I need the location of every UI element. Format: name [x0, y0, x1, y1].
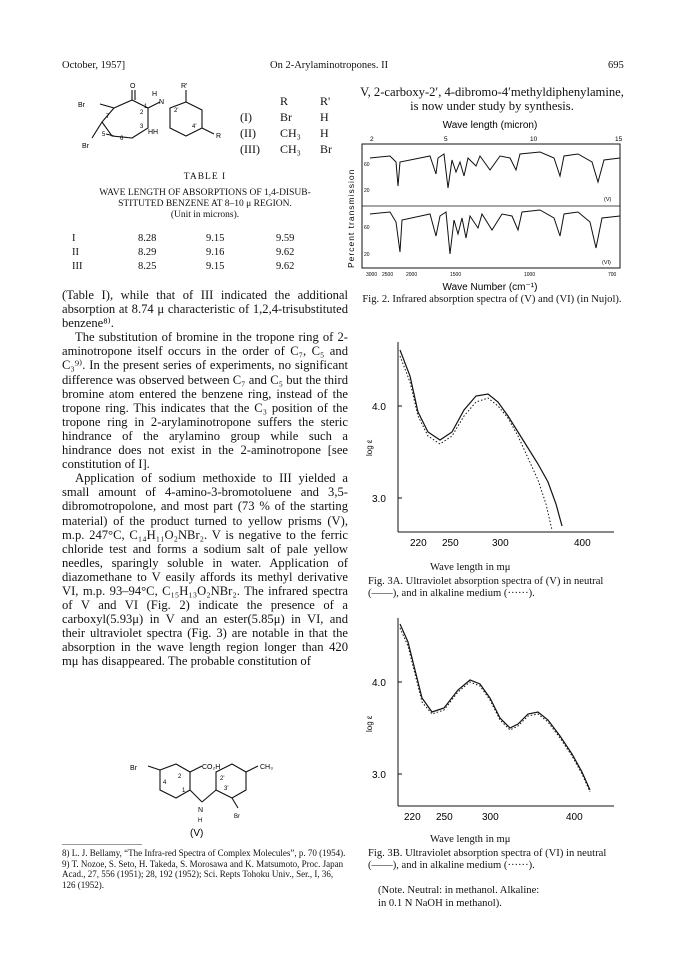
top-tick: 15 [615, 136, 623, 143]
bottom-tick: 2000 [406, 272, 418, 278]
y-axis-title: Percent transmission [346, 168, 356, 268]
table-cell: 9.16 [206, 247, 225, 258]
bottom-tick: 2500 [382, 272, 394, 278]
arylaminotropone-structure [62, 78, 238, 166]
struct-label: Br [78, 102, 85, 109]
paragraph: (Table I), while that of III indicated the additional absorption at 8.74 μ characteristic of 1,2,4-trisubstituted benzene⁸⁾. [62, 288, 348, 331]
table-row [72, 260, 294, 274]
table-cell: 9.62 [276, 247, 295, 258]
struct-label: 3' [224, 786, 229, 792]
series-label-vi: (VI) [602, 260, 611, 266]
table-row [240, 126, 332, 142]
x-tick: 300 [492, 538, 509, 549]
substituent-table [240, 94, 332, 158]
struct-label: Br [234, 814, 240, 820]
table-row [240, 142, 332, 158]
struct-label: 1 [144, 104, 148, 110]
x-tick: 250 [442, 538, 459, 549]
table-cell: 8.25 [138, 261, 157, 272]
table-cell: 9.15 [206, 233, 225, 244]
running-header-title: On 2-Arylaminotropones. II [270, 60, 389, 71]
series-label-v: (V) [604, 197, 612, 203]
table-cell: CH₃ [280, 126, 301, 140]
footnote-rule [62, 844, 142, 845]
uv-trace-neutral [400, 350, 562, 526]
table-unit: (Unit in microns). [170, 210, 240, 220]
table-caption-line: STITUTED BENZENE AT 8–10 μ REGION. [118, 199, 292, 209]
fig3b-caption: Fig. 3B. Ultraviolet absorption spectra of (VI) in neutral (——), and in alkaline medium (······). [368, 848, 607, 872]
struct-label: 2 [178, 774, 182, 780]
struct-label: O [130, 83, 136, 90]
struct-label: CO₂H [202, 764, 221, 771]
top-axis-title: Wave length (micron) [442, 120, 538, 131]
table-cell: 8.28 [138, 233, 157, 244]
bottom-tick: 700 [608, 272, 617, 278]
y-tick: 4.0 [372, 678, 386, 689]
struct-label: 1 [182, 788, 186, 794]
footnote: 8) L. J. Bellamy, “The Infra-red Spectra of Complex Molecules”, p. 70 (1954). [62, 848, 346, 858]
table-cell: H [320, 126, 329, 140]
y-tick: 60 [364, 225, 370, 231]
ir-trace-v [370, 152, 620, 188]
fig3a-x-title: Wave length in mμ [430, 562, 511, 573]
struct-label: N [159, 99, 165, 106]
footnotes [62, 848, 348, 890]
struct-label: 6 [120, 136, 124, 142]
top-tick: 5 [444, 136, 448, 143]
y-tick: 20 [364, 188, 370, 194]
footnote: 9) T. Nozoe, S. Seto, H. Takeda, S. Morosawa and K. Matsumoto, Proc. Japan Acad., 27, 556 (1951); 28, 192 (1952); Sci. Repts Tohoku Univ., Ser., I, 36, 126 (1952). [62, 858, 344, 890]
struct-label: 2 [140, 110, 144, 116]
compound-id: (I) [240, 110, 252, 124]
struct-label: Br [130, 765, 137, 772]
struct-label: Br [82, 143, 89, 150]
table-row [72, 246, 294, 260]
compound-v-label: (V) [190, 828, 204, 839]
left-body-text [62, 288, 348, 669]
table-cell: Br [320, 142, 332, 156]
compound-id: (II) [240, 126, 256, 140]
compound-id: (III) [240, 142, 260, 156]
struct-label: 5 [102, 132, 106, 138]
struct-label: 3 [140, 124, 144, 130]
paragraph: Application of sodium methoxide to III yielded a small amount of 4-amino-3-bromotoluene and 3,5-dibromotropolone, and most part (73 % of the starting material) of the product turned to yellow prisms (V), m.p. 247°C, C₁₄H₁₁O₂NBr₂. V is negative to the ferric chloride test and forms a sodium salt of pale yellow needles, sparingly soluble in water. Application of diazomethane to V easily affords its methyl derivative VI, m.p. 93–94°C, C₁₅H₁₃O₂NBr₂. The infrared spectra of V and VI (Fig. 2) indicate the presence of a carboxyl(5.93μ) in V and an ester(5.85μ) in VI, and their ultraviolet spectra (Fig. 3) are notable in that the absorption in the wave length region longer than 420 mμ has disappeared. The probable constitution of [62, 471, 348, 669]
table-caption-line: WAVE LENGTH OF ABSORPTIONS OF 1,4-DISUB- [99, 188, 311, 198]
struct-label: CH₃ [260, 764, 273, 771]
struct-label: 4 [163, 780, 167, 786]
uv-trace-neutral [400, 624, 590, 790]
y-tick: 60 [364, 162, 370, 168]
fig3b-uv-spectra [352, 614, 622, 828]
right-body-text: V, 2-carboxy-2′, 4-dibromo-4′methyldiphenylamine, is now under study by synthesis. [360, 85, 624, 114]
struct-label: N [198, 807, 204, 814]
table-cell: Br [280, 110, 292, 124]
table-cell: 8.29 [138, 247, 157, 258]
y-tick: 3.0 [372, 494, 386, 505]
struct-label: R [216, 133, 222, 140]
table-cell: III [72, 261, 83, 272]
running-header-date: October, 1957] [62, 60, 126, 71]
y-tick: 4.0 [372, 402, 386, 413]
top-tick: 2 [370, 136, 374, 143]
x-tick: 220 [404, 812, 421, 823]
fig3a-uv-spectra [352, 336, 622, 554]
x-tick: 300 [482, 812, 499, 823]
table1-data [72, 232, 294, 274]
top-tick: 10 [530, 136, 538, 143]
ir-trace-vi [370, 210, 620, 254]
bottom-axis-title: Wave Number (cm⁻¹) [442, 282, 538, 293]
table-row [240, 110, 332, 126]
col-header-r: R [280, 94, 289, 108]
table-cell: II [72, 247, 79, 258]
y-tick: 3.0 [372, 770, 386, 781]
struct-label: H [152, 91, 158, 98]
table-cell: CH₃ [280, 142, 301, 156]
struct-label: 2' [220, 776, 225, 782]
col-header-r-prime: R' [320, 94, 331, 108]
struct-label: 4' [192, 124, 197, 130]
struct-label: 7 [106, 114, 110, 120]
table-cell: I [72, 233, 76, 244]
uv-trace-alkaline [400, 356, 552, 530]
fig3b-x-title: Wave length in mμ [430, 834, 511, 845]
uv-trace-alkaline [400, 628, 590, 792]
fig3b-note-line: in 0.1 N NaOH in methanol). [378, 898, 502, 909]
bottom-tick: 1000 [524, 272, 536, 278]
x-tick: 220 [410, 538, 427, 549]
fig3b-note-line: (Note. Neutral: in methanol. Alkaline: [378, 885, 540, 896]
struct-label: R' [181, 83, 188, 90]
table-cell: 9.59 [276, 233, 295, 244]
y-axis-title: log ε [365, 715, 374, 732]
page-number: 695 [608, 60, 624, 71]
table-cell: 9.15 [206, 261, 225, 272]
struct-label: HH [148, 129, 159, 136]
struct-label: H [198, 818, 203, 824]
x-tick: 400 [566, 812, 583, 823]
table1-block [62, 172, 348, 221]
bottom-tick: 3000 [366, 272, 378, 278]
y-axis-title: log ε [365, 439, 374, 456]
fig2-caption: Fig. 2. Infrared absorption spectra of (V) and (VI) (in Nujol). [362, 294, 622, 305]
struct-label: 2' [174, 108, 179, 114]
x-tick: 400 [574, 538, 591, 549]
fig3a-caption: Fig. 3A. Ultraviolet absorption spectra of (V) in neutral (——), and in alkaline medium (······). [368, 576, 604, 600]
y-tick: 20 [364, 252, 370, 258]
table-row [72, 232, 294, 246]
compound-v-structure [110, 762, 300, 840]
paragraph: The substitution of bromine in the tropone ring of 2-aminotropone itself occurs in the order of C₇, C₅ and C₃⁹⁾. In the present series of experiments, no significant difference was observed between C₇ and C₅ but the third bromine atom entered the benzene ring, instead of the tropone ring. This indicates that the C₃ position of the tropone ring in 2-arylaminotropone suffers the steric hindrance of the arylamino group while such a hindrance does not exist in the 2-aminotropone [see constitution of I]. [62, 330, 348, 472]
bottom-tick: 1500 [450, 272, 462, 278]
table-cell: 9.62 [276, 261, 295, 272]
table-title: TABLE I [183, 172, 227, 182]
x-tick: 250 [436, 812, 453, 823]
table-cell: H [320, 110, 329, 124]
